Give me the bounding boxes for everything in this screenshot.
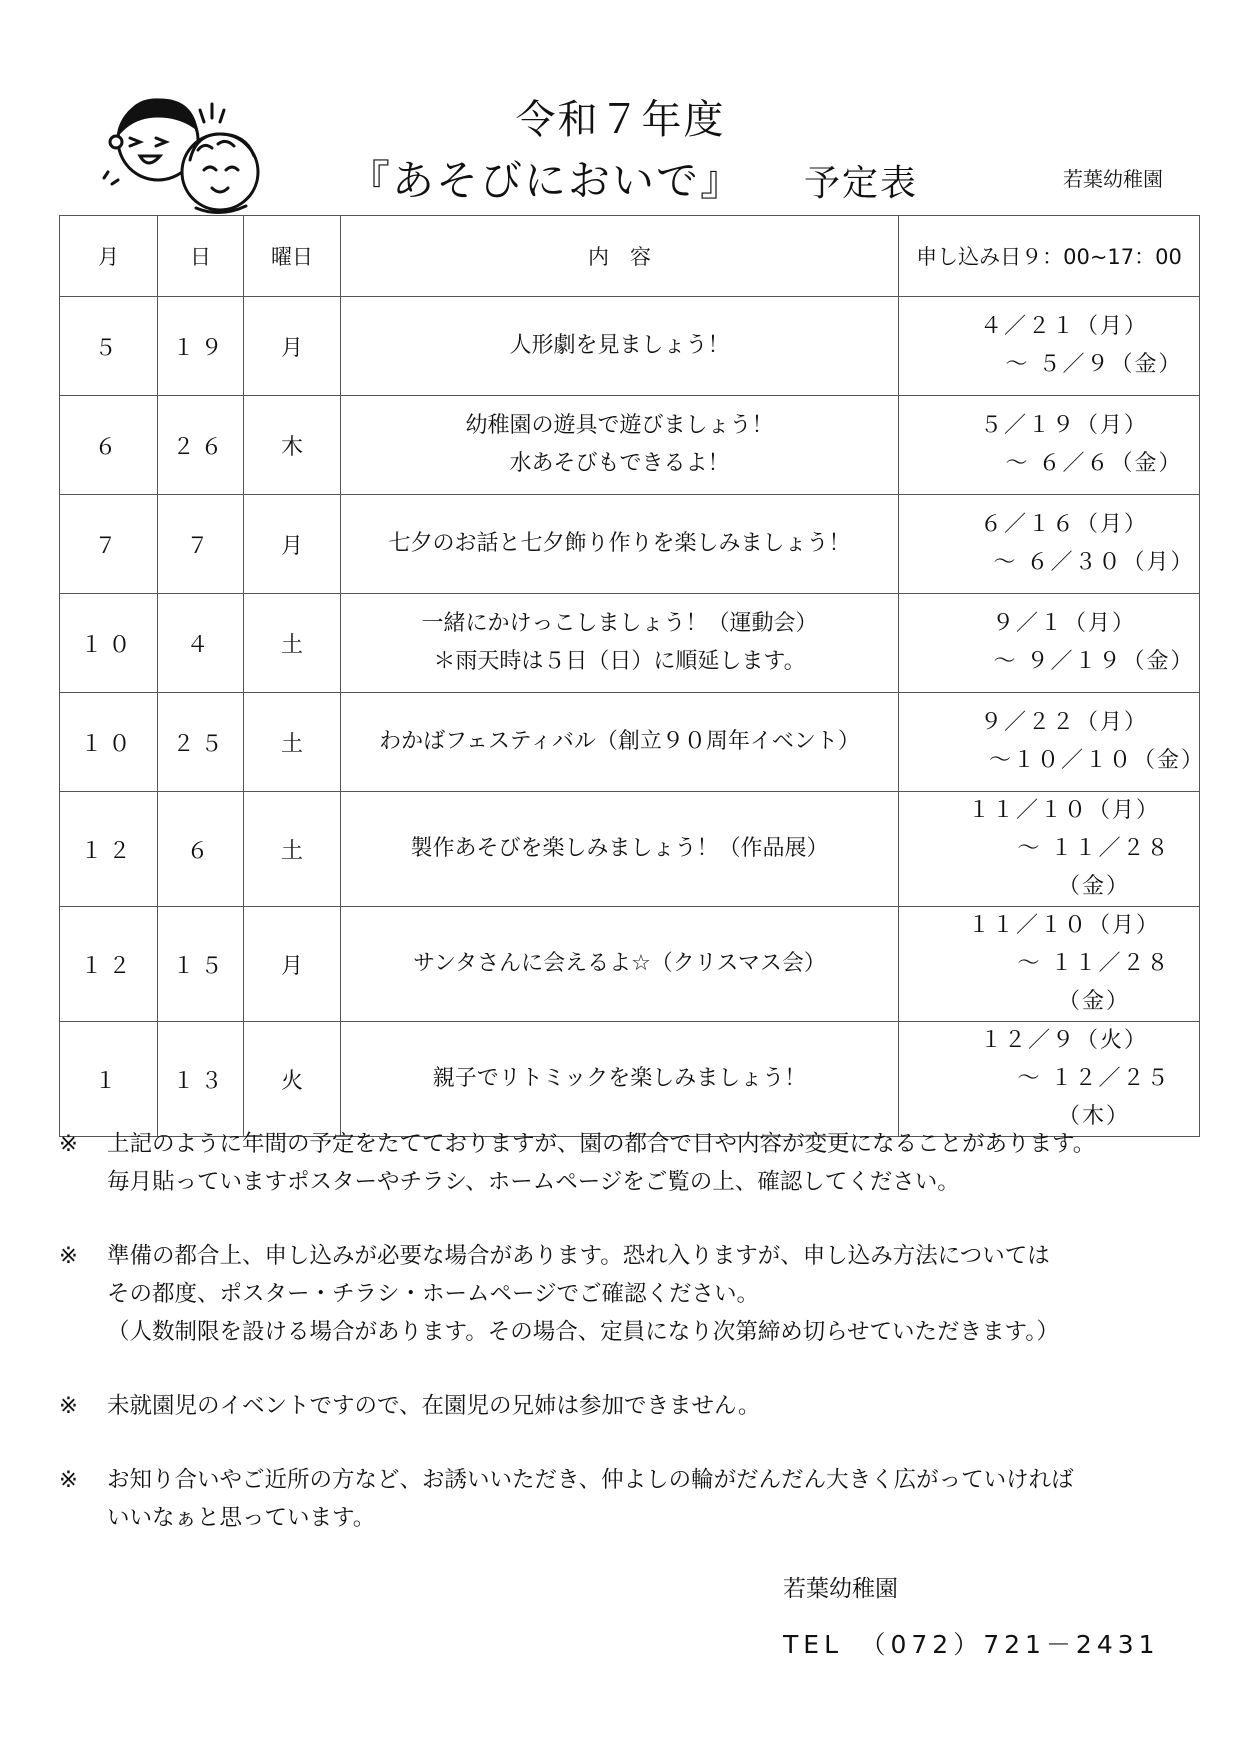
- header-application-period: 申し込み日９：00~17：00: [899, 216, 1200, 297]
- note-text: その都度、ポスター・チラシ・ホームページでご確認ください。: [107, 1281, 760, 1307]
- content-line: 製作あそびを楽しみましょう！（作品展）: [410, 836, 829, 861]
- period-end: ～ ６／３０（月）: [993, 550, 1195, 575]
- table-row: [60, 297, 1200, 396]
- note-mark: ※: [59, 1243, 78, 1269]
- application-period-cell: [899, 495, 1200, 594]
- weekday-cell: 月: [244, 495, 341, 594]
- header-month: 月: [60, 216, 158, 297]
- day-cell: １５: [158, 907, 244, 1022]
- content-line: わかばフェスティバル（創立９０周年イベント）: [379, 729, 860, 754]
- footer: [783, 1570, 1160, 1661]
- note-text: 未就園児のイベントですので、在園児の兄姉は参加できません。: [107, 1393, 761, 1419]
- content-cell: [341, 693, 899, 792]
- note-line: [59, 1163, 1209, 1201]
- note-text: （人数制限を設ける場合があります。その場合、定員になり次第締め切らせていただきます。）: [107, 1319, 1059, 1345]
- day-cell: １９: [158, 297, 244, 396]
- day-cell: ４: [158, 594, 244, 693]
- schedule-subtitle: 予定表: [804, 163, 919, 204]
- content-cell: [341, 1022, 899, 1137]
- application-period-cell: [899, 792, 1200, 907]
- table-row: [60, 693, 1200, 792]
- application-period-cell: [899, 693, 1206, 792]
- period-end: ～１０／１０（金）: [989, 748, 1206, 773]
- content-line: 一緒にかけっこしましょう！（運動会）: [421, 611, 818, 636]
- period-start: ６／１６（月）: [979, 512, 1148, 537]
- note-line: [59, 1499, 1209, 1537]
- period-end: ～ １２／２５（木）: [1017, 1066, 1171, 1129]
- month-cell: １２: [60, 907, 158, 1022]
- notes-section: [59, 1125, 1209, 1573]
- month-cell: １０: [60, 594, 158, 693]
- note-text: お知り合いやご近所の方など、お誘いいただき、仲よしの輪がだんだん大きく広がっていければ: [107, 1467, 1074, 1493]
- note-line: [59, 1461, 1209, 1499]
- day-cell: ６: [158, 792, 244, 907]
- period-start: ９／２２（月）: [979, 710, 1148, 735]
- table-row: [60, 594, 1200, 693]
- period-start: １２／９（火）: [979, 1028, 1148, 1053]
- content-line: サンタさんに会えるよ☆（クリスマス会）: [413, 951, 826, 976]
- note-item: [59, 1237, 1209, 1351]
- event-title: 『あそびにおいで』: [348, 156, 745, 205]
- period-start: ５／１９（月）: [979, 413, 1148, 438]
- phone-number: TEL （072）721－2431: [783, 1630, 1160, 1659]
- content-cell: [341, 495, 899, 594]
- period-start: ４／２１（月）: [979, 314, 1148, 339]
- content-cell: [341, 594, 899, 693]
- weekday-cell: 土: [244, 693, 341, 792]
- day-cell: ２６: [158, 396, 244, 495]
- period-end: ～ ６／６（金）: [1005, 451, 1183, 476]
- note-line: [59, 1313, 1209, 1351]
- day-cell: ７: [158, 495, 244, 594]
- note-line: [59, 1275, 1209, 1313]
- application-period-cell: [899, 907, 1200, 1022]
- month-cell: １０: [60, 693, 158, 792]
- header-day: 日: [158, 216, 244, 297]
- content-line: 七夕のお話と七夕飾り作りを楽しみましょう！: [388, 531, 851, 556]
- month-cell: ５: [60, 297, 158, 396]
- period-end: ～ １１／２８（金）: [1017, 951, 1171, 1014]
- content-cell: [341, 792, 899, 907]
- content-cell: [341, 907, 899, 1022]
- day-cell: １３: [158, 1022, 244, 1137]
- note-text: いいなぁと思っています。: [107, 1505, 376, 1531]
- note-item: [59, 1387, 1209, 1425]
- weekday-cell: 火: [244, 1022, 341, 1137]
- page-title: [348, 148, 918, 208]
- content-line: 親子でリトミックを楽しみましょう！: [432, 1066, 807, 1091]
- table-header-row: [60, 216, 1200, 297]
- period-end: ～ ９／１９（金）: [993, 649, 1195, 674]
- period-start: ９／１（月）: [991, 611, 1136, 636]
- table-row: [60, 495, 1200, 594]
- period-start: １１／１０（月）: [967, 913, 1160, 938]
- day-cell: ２５: [158, 693, 244, 792]
- school-name-header: 若葉幼稚園: [1063, 167, 1163, 191]
- note-item: [59, 1461, 1209, 1537]
- weekday-cell: 月: [244, 907, 341, 1022]
- application-period-cell: [899, 396, 1200, 495]
- note-line: [59, 1237, 1209, 1275]
- header-content: 内 容: [341, 216, 899, 297]
- table-row: [60, 792, 1200, 907]
- period-end: ～ ５／９（金）: [1005, 352, 1183, 377]
- note-mark: ※: [59, 1393, 78, 1419]
- schedule-table: [59, 215, 1206, 1137]
- note-text: 上記のように年間の予定をたてておりますが、園の都合で日や内容が変更になることがあります。: [107, 1131, 1096, 1157]
- content-cell: [341, 297, 899, 396]
- weekday-cell: 木: [244, 396, 341, 495]
- content-line: 人形劇を見ましょう！: [509, 333, 730, 358]
- application-period-cell: [899, 594, 1200, 693]
- weekday-cell: 土: [244, 792, 341, 907]
- note-line: [59, 1387, 1209, 1425]
- month-cell: １２: [60, 792, 158, 907]
- content-line: ＊雨天時は５日（日）に順延します。: [433, 649, 806, 674]
- note-item: [59, 1125, 1209, 1201]
- month-cell: １: [60, 1022, 158, 1137]
- weekday-cell: 月: [244, 297, 341, 396]
- footer-school-name: 若葉幼稚園: [783, 1576, 898, 1602]
- content-line: 水あそびもできるよ！: [509, 451, 730, 476]
- note-text: 毎月貼っていますポスターやチラシ、ホームページをご覧の上、確認してください。: [107, 1169, 960, 1195]
- content-cell: [341, 396, 899, 495]
- period-end: ～ １１／２８（金）: [1017, 836, 1171, 899]
- month-cell: ６: [60, 396, 158, 495]
- note-text: 準備の都合上、申し込みが必要な場合があります。恐れ入りますが、申し込み方法については: [107, 1243, 1050, 1269]
- note-mark: ※: [59, 1467, 78, 1493]
- year-title: 令和７年度: [515, 97, 726, 143]
- header-weekday: 曜日: [244, 216, 341, 297]
- table-row: [60, 396, 1200, 495]
- table-row: [60, 907, 1200, 1022]
- weekday-cell: 土: [244, 594, 341, 693]
- table-row: [60, 1022, 1200, 1137]
- note-line: [59, 1125, 1209, 1163]
- month-cell: ７: [60, 495, 158, 594]
- application-period-cell: [899, 1022, 1200, 1137]
- application-period-cell: [899, 297, 1200, 396]
- period-start: １１／１０（月）: [967, 798, 1160, 823]
- note-mark: ※: [59, 1131, 78, 1157]
- content-line: 幼稚園の遊具で遊びましょう！: [465, 413, 774, 438]
